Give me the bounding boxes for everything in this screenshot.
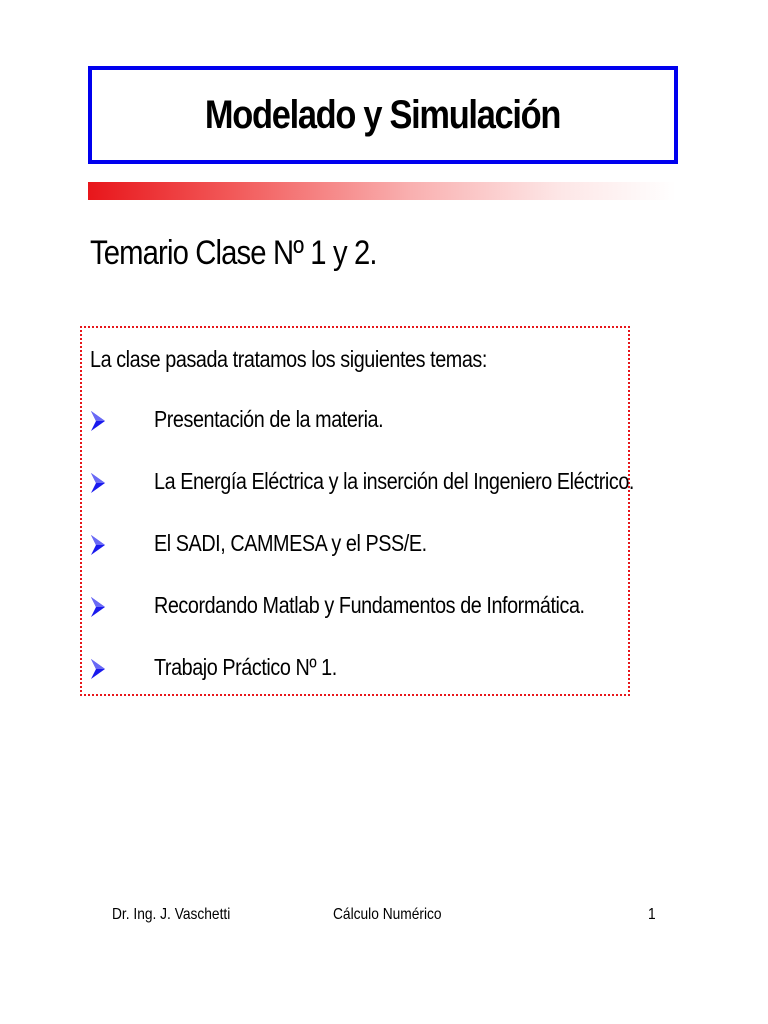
topics-intro: La clase pasada tratamos los siguientes temas: [90,346,487,372]
arrowhead-bullet-icon [90,472,106,494]
footer-course: Cálculo Numérico [333,906,442,923]
list-item [82,654,628,684]
topic-label: La Energía Eléctrica y la inserción del Ingeniero Eléctrico. [154,468,634,494]
arrowhead-bullet-icon [90,596,106,618]
footer-author: Dr. Ing. J. Vaschetti [112,906,231,923]
list-item [82,406,628,436]
slide-subtitle: Temario Clase Nº 1 y 2. [90,234,377,272]
topic-label: Presentación de la materia. [154,406,384,432]
topic-label: El SADI, CAMMESA y el PSS/E. [154,530,427,556]
list-item [82,592,628,622]
arrowhead-bullet-icon [90,410,106,432]
topic-label: Trabajo Práctico Nº 1. [154,654,337,680]
list-item [82,468,634,498]
gradient-divider [88,182,676,200]
topics-box [80,326,634,696]
arrowhead-bullet-icon [90,658,106,680]
list-item [82,530,628,560]
arrowhead-bullet-icon [90,534,106,556]
page-number: 1 [648,906,656,923]
title-box [88,66,678,164]
topic-label: Recordando Matlab y Fundamentos de Informática. [154,592,585,618]
slide-title: Modelado y Simulación [205,92,561,137]
